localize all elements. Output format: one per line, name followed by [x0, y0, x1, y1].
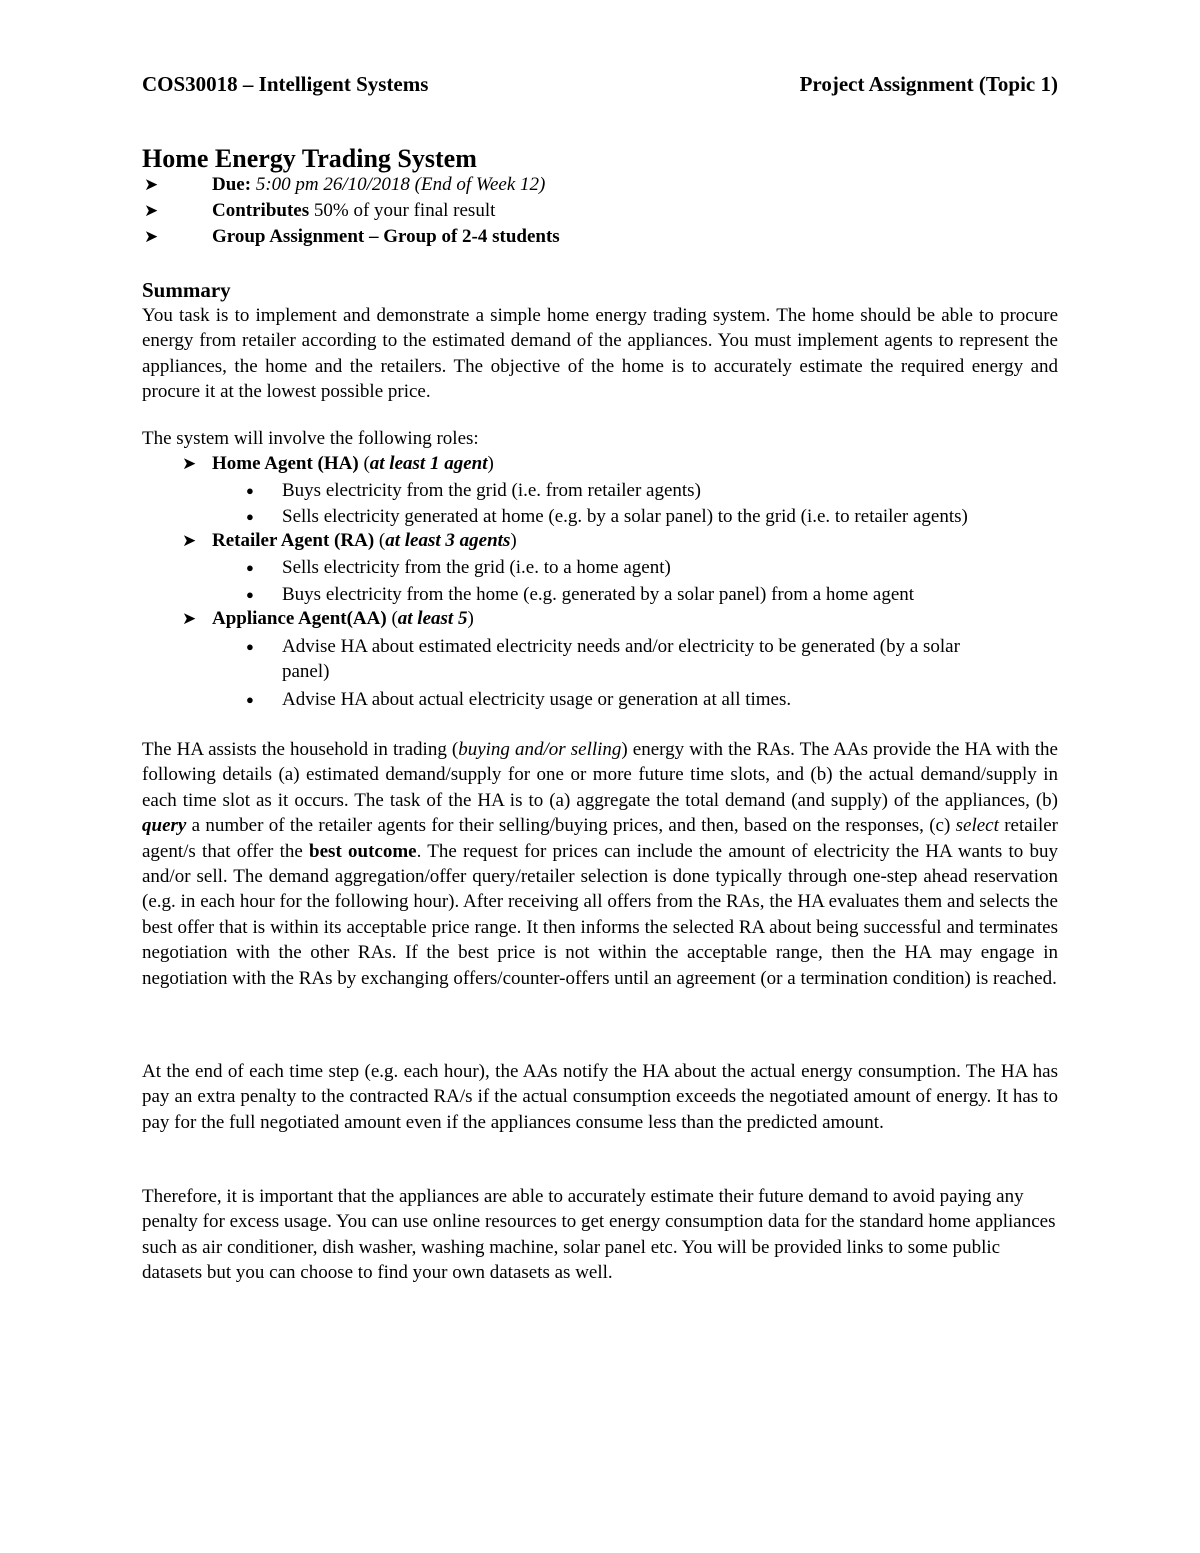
para1-text-c: ) energy with the RAs. The AAs provide the HA with the following details (a) estimated demand/supply for one or more future time slots, and (b) the actual demand/supply in each time slot as it occurs. The task of the HA is to (a) aggregate the total demand (and supply) of the appliances, (b): [142, 739, 1058, 811]
assignment-title: Project Assignment (Topic 1): [799, 72, 1058, 96]
role-ra-label: Retailer Agent (RA): [212, 530, 375, 551]
bullet-icon: ●: [246, 692, 254, 707]
roles-intro: The system will involve the following roles:: [142, 428, 479, 449]
arrow-bullet-icon: ➤: [144, 175, 159, 194]
para1-text-e: a number of the retailer agents for their selling/buying prices, and then, based on the responses, (c): [186, 815, 956, 837]
para1-text-a: The HA assists the household in trading (: [142, 739, 459, 760]
role-aa-note: at least 5: [397, 608, 468, 629]
bullet-icon: ●: [246, 639, 254, 654]
role-ra-note: at least 3 agents: [385, 530, 511, 551]
due-value: 5:00 pm 26/10/2018 (End of Week 12): [255, 174, 546, 195]
summary-heading: Summary: [142, 278, 231, 302]
list-item: Buys electricity from the home (e.g. generated by a solar panel) from a home agent: [282, 584, 915, 605]
list-item-continuation: panel): [282, 661, 330, 682]
para1-text-g: retailer agent/s that offer the: [142, 815, 1058, 862]
arrow-bullet-icon: ➤: [182, 454, 197, 473]
role-ha-note: at least 1 agent: [369, 453, 488, 474]
para1-emph-best-outcome: best outcome: [309, 840, 417, 862]
list-item: Advise HA about estimated electricity needs and/or electricity to be generated (by a solar: [282, 636, 960, 657]
list-item: Advise HA about actual electricity usage or generation at all times.: [282, 689, 792, 710]
para1-emph-select: select: [955, 815, 999, 837]
list-item: Sells electricity generated at home (e.g. by a solar panel) to the grid (i.e. to retailer agents): [282, 506, 968, 527]
arrow-bullet-icon: ➤: [182, 531, 197, 550]
due-label: Due:: [212, 174, 252, 195]
role-retailer-agent: Retailer Agent (RA) (at least 3 agents): [212, 530, 517, 551]
group-line: [212, 225, 560, 249]
arrow-bullet-icon: ➤: [144, 227, 159, 246]
arrow-bullet-icon: ➤: [182, 609, 197, 628]
group-value: Group Assignment – Group of 2-4 students: [212, 226, 560, 247]
list-item: Buys electricity from the grid (i.e. from retailer agents): [282, 480, 701, 501]
role-aa-label: Appliance Agent(AA): [212, 608, 387, 629]
datasets-paragraph: Therefore, it is important that the appliances are able to accurately estimate their future demand to avoid paying any penalty for excess usage. You can use online resources to get energy consumption data for the standard home appliances such as air conditioner, dish washer, washing machine, solar panel etc. You will be provided links to some public datasets but you can choose to find your own datasets as well.: [142, 1186, 1056, 1284]
arrow-bullet-icon: ➤: [144, 201, 159, 220]
role-appliance-agent: Appliance Agent(AA) (at least 5): [212, 608, 474, 629]
bullet-icon: ●: [246, 483, 254, 498]
para1-emph-query: query: [142, 815, 187, 837]
bullet-icon: ●: [246, 560, 254, 575]
list-item: Sells electricity from the grid (i.e. to a home agent): [282, 557, 671, 578]
role-home-agent: Home Agent (HA) (at least 1 agent): [212, 453, 494, 474]
bullet-icon: ●: [246, 587, 254, 602]
role-ha-label: Home Agent (HA): [212, 453, 359, 474]
contrib-label: Contributes: [212, 200, 310, 221]
course-title: COS30018 – Intelligent Systems: [142, 72, 429, 96]
page-header: [142, 72, 1058, 102]
ha-description-paragraph: [142, 737, 1058, 991]
document-title: Home Energy Trading System: [142, 144, 477, 173]
summary-paragraph: You task is to implement and demonstrate a simple home energy trading system. The home should be able to procure energy from retailer according to the estimated demand of the appliances. You must implement agents to represent the appliances, the home and the retailers. The objective of the home is to accurately estimate the required energy and procure it at the lowest possible price.: [142, 305, 1058, 403]
para1-text-i: . The request for prices can include the amount of electricity the HA wants to buy and/or sell. The demand aggregation/offer query/retailer selection is done typically through one-step ahead reservation (e.g. in each hour for the following hour). After receiving all offers from the RAs, the HA evaluates them and selects the best offer that is within its acceptable price range. It then informs the selected RA about being successful and terminates negotiation with the other RAs. If the best price is not within the acceptable range, then the HA may engage in negotiation with the RAs by exchanging offers/counter-offers until an agreement (or a termination condition) is reached.: [142, 840, 1058, 989]
bullet-icon: ●: [246, 509, 254, 524]
contrib-line: [212, 199, 495, 223]
contrib-value: 50% of your final result: [313, 200, 496, 221]
due-line: [212, 173, 545, 197]
penalty-paragraph: At the end of each time step (e.g. each hour), the AAs notify the HA about the actual energy consumption. The HA has pay an extra penalty to the contracted RA/s if the actual consumption exceeds the negotiated amount of energy. It has to pay for the full negotiated amount even if the appliances consume less than the predicted amount.: [142, 1061, 1058, 1133]
para1-emph-buying: buying and/or selling: [458, 739, 622, 760]
